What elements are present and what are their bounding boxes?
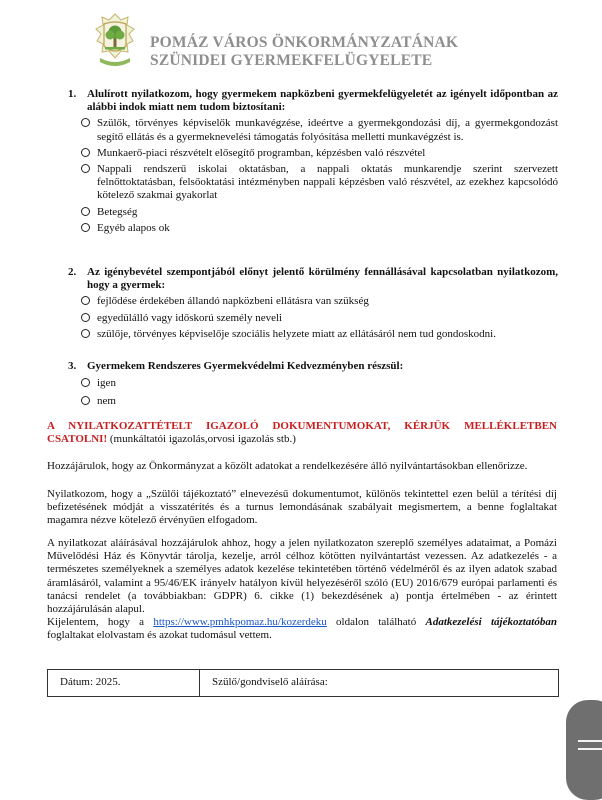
document-title	[150, 34, 458, 70]
option-label: Nappali rendszerű iskolai oktatásban, a nappali oktatás munkarendje szerint szervezett felnőttoktatásban, felsőoktatási intézményben nappali képzésben való részvétel, az ezekhez kapcsolódó kötelező szakmai gyakorlat	[97, 163, 558, 202]
option-single-or-elderly[interactable]	[68, 312, 558, 325]
radio-circle-icon[interactable]	[81, 378, 90, 387]
radio-circle-icon[interactable]	[81, 207, 90, 216]
option-label: Egyéb alapos ok	[97, 221, 170, 234]
question-3-number: 3.	[68, 360, 77, 372]
option-no[interactable]	[68, 395, 558, 408]
question-1-number: 1.	[68, 88, 77, 100]
date-field[interactable]: Dátum: 2025.	[48, 670, 200, 696]
option-reason-education[interactable]	[68, 163, 558, 203]
question-1	[68, 88, 558, 235]
radio-circle-icon[interactable]	[81, 396, 90, 405]
radio-circle-icon[interactable]	[81, 164, 90, 173]
radio-circle-icon[interactable]	[81, 329, 90, 338]
option-reason-other[interactable]	[68, 222, 558, 235]
option-label: szülője, törvényes képviselője szociális helyzete miatt az ellátásáról nem tud gondoskodni.	[97, 327, 496, 340]
option-reason-labour-program[interactable]	[68, 147, 558, 160]
privacy-link[interactable]: https://www.pmhkpomaz.hu/kozerdeku	[153, 616, 327, 629]
signature-field[interactable]: Szülő/gondviselő aláírása:	[212, 676, 328, 688]
question-1-heading: Alulírott nyilatkozom, hogy gyermekem napközbeni gyermekfelügyeletét az igényelt időpontban az alábbi indok miatt nem tudom biztosítani:	[87, 88, 558, 114]
menu-icon	[578, 740, 602, 742]
floating-menu-button[interactable]	[566, 700, 602, 800]
option-yes[interactable]	[68, 377, 558, 390]
town-coat-of-arms-logo	[92, 12, 138, 68]
title-line-2: SZÜNIDEI GYERMEKFELÜGYELETE	[150, 52, 433, 69]
option-label: Szülők, törvényes képviselők munkavégzése, ideértve a gyermekgondozási díj, a gyermekgondozást segítő ellátás és a gyermeknevelési támogatás folyósítása melletti munkavégzést is.	[97, 117, 558, 143]
option-label: igen	[97, 377, 116, 390]
option-label: Munkaerő-piaci részvételt elősegítő programban, képzésben való részvétel	[97, 146, 426, 159]
option-label: Betegség	[97, 205, 138, 218]
option-reason-illness[interactable]	[68, 206, 558, 219]
option-development-care[interactable]	[68, 295, 558, 308]
consent-parent-info: Nyilatkozom, hogy a „Szülői tájékoztató” elnevezésű dokumentumot, különös tekintettel ezen belül a térítési díj befizetésének módját a visszatérítés és a turnus lemondásának szabályait megismertem, a benne foglaltakat magamra nézve kötelező érvényűen elfogadom.	[47, 488, 557, 527]
question-3	[68, 360, 558, 409]
title-line-1: POMÁZ VÁROS ÖNKORMÁNYZATÁNAK	[150, 34, 459, 51]
option-label: fejlődése érdekében állandó napközbeni ellátásra van szükség	[97, 295, 369, 308]
privacy-declaration: Kijelentem, hogy a https://www.pmhkpomaz.hu/kozerdeku oldalon található Adatkezelési tájékoztatóban foglaltakat elolvastam és azokat tudomásul vettem.	[47, 616, 557, 642]
radio-circle-icon[interactable]	[81, 223, 90, 232]
option-label: nem	[97, 395, 116, 408]
radio-circle-icon[interactable]	[81, 148, 90, 157]
radio-circle-icon[interactable]	[81, 313, 90, 322]
documents-notice-note: (munkáltatói igazolás,orvosi igazolás stb.)	[107, 433, 296, 446]
privacy-notice-title: Adatkezelési tájékoztatóban	[425, 616, 557, 629]
document-header	[0, 6, 602, 70]
question-2	[68, 266, 558, 341]
question-2-heading: Az igénybevétel szempontjából előnyt jelentő körülmény fennállásával kapcsolatban nyilatkozom, hogy a gyermek:	[87, 266, 558, 292]
question-2-number: 2.	[68, 266, 77, 278]
gdpr-text: A nyilatkozat aláírásával hozzájárulok ahhoz, hogy a jelen nyilatkozaton szereplő személyes adataimat, a Pomázi Művelődési Ház és Könyvtár tárolja, kezelje, arról célhoz kötötten nyilvántartást vezessen. Az adatkezelés - a természetes személyeknek a személyes adatok kezelése tekintetében történő védelméről és az ilyen adatok szabad áramlásáról, valamint a 95/46/EK irányelv hatályon kívül helyezéséről szóló (EU) 2016/679 európai parlamenti és tanácsi rendelet (a továbbiakban: GDPR) 6. cikke (1) bekezdésének a) pontja értelmében - az érintett hozzájárulásán alapul.	[47, 537, 557, 616]
option-reason-work[interactable]	[68, 117, 558, 143]
option-label: egyedülálló vagy időskorú személy neveli	[97, 311, 283, 324]
gdpr-statement	[47, 537, 557, 643]
radio-circle-icon[interactable]	[81, 118, 90, 127]
signature-table	[47, 669, 559, 697]
documents-notice-red: A NYILATKOZATTÉTELT IGAZOLÓ DOKUMENTUMOKAT, KÉRJÜK MELLÉKLETBEN CSATOLNI!	[47, 420, 557, 446]
documents-notice	[47, 420, 557, 446]
question-3-heading: Gyermekem Rendszeres Gyermekvédelmi Kedvezményben részsül:	[87, 360, 404, 372]
radio-circle-icon[interactable]	[81, 296, 90, 305]
consent-verification: Hozzájárulok, hogy az Önkormányzat a közölt adatokat a rendelkezésére álló nyilvántartásokban ellenőrizze.	[47, 460, 528, 472]
option-social-situation[interactable]	[68, 328, 558, 341]
